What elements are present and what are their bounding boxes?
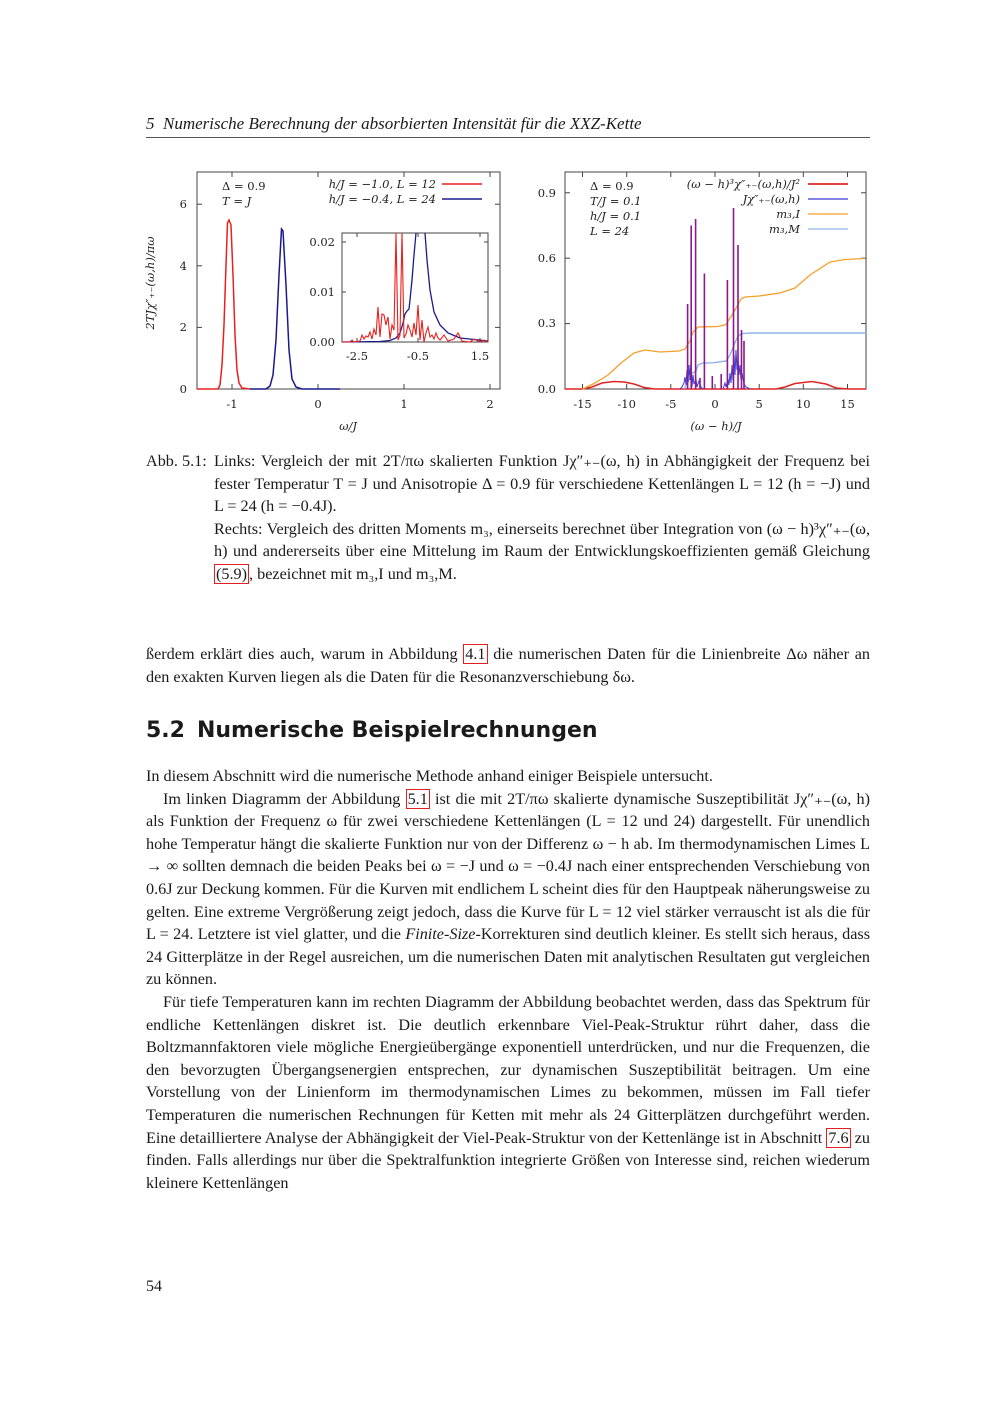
- svg-text:ω/J: ω/J: [339, 419, 357, 433]
- svg-text:6: 6: [179, 197, 187, 211]
- section-body: [146, 765, 870, 1194]
- page-number: 54: [146, 1278, 162, 1295]
- svg-text:m₃,I: m₃,I: [776, 207, 800, 221]
- figure-charts: [140, 165, 880, 445]
- figure-5-1: [140, 165, 880, 445]
- svg-text:5: 5: [755, 397, 763, 411]
- svg-text:4: 4: [179, 259, 187, 273]
- header-rule: [146, 137, 870, 138]
- caption-right: Rechts: Vergleich des dritten Moments m₃, einerseits berechnet über Integration von (ω − h)³χ″₊₋(ω, h) und andererseits über eine Mittelung im Raum der Entwicklungskoeffizienten gemäß Gleichung (5.9) , bezeichnet mit m₃,I und m₃,M.: [214, 519, 870, 583]
- svg-text:m₃,M: m₃,M: [769, 222, 800, 236]
- svg-text:-1: -1: [226, 397, 238, 411]
- svg-text:-15: -15: [573, 397, 592, 411]
- left-chart: [143, 172, 500, 433]
- svg-text:-2.5: -2.5: [345, 349, 369, 363]
- paragraph-left-diagram: Im linken Diagramm der Abbildung 5.1 ist die mit 2T/πω skalierte dynamische Suszeptibilität Jχ″₊₋(ω, h) als Funktion der Frequenz ω für zwei verschiedene Kettenlängen (L = 12 und 24) dargestellt. Für unendlich hohe Temperatur hängt die skalierte Funktion nur von der Differenz ω − h ab. Im thermodynamischen Limes L → ∞ sollten demnach die beiden Peaks bei ω = −J und ω = −0.4J nach einer entsprechenden Verschiebung von 0.6J zur Deckung kommen. Für die Kurven mit endlichem L scheint dies für den Hauptpeak näherungsweise zu gelten. Eine extreme Vergrößerung zeigt jedoch, dass die Kurve für L = 12 viel stärker verrauscht ist als die für L = 24. Letztere ist viel glatter, und die Finite-Size-Korrekturen sind deutlich kleiner. Es stellt sich heraus, dass 24 Gitterplätze in der Regel ausreichen, um die numerischen Daten mit analytischen Resultaten gut vergleichen zu können.: [146, 789, 871, 989]
- svg-text:T/J = 0.1: T/J = 0.1: [590, 194, 642, 208]
- svg-text:(ω − h)/J: (ω − h)/J: [690, 419, 742, 433]
- svg-text:-5: -5: [665, 397, 677, 411]
- svg-text:Δ = 0.9: Δ = 0.9: [590, 179, 634, 193]
- svg-text:1: 1: [400, 397, 408, 411]
- svg-text:2TJχ″₊₋(ω,h)/πω: 2TJχ″₊₋(ω,h)/πω: [143, 236, 157, 330]
- svg-text:15: 15: [840, 397, 855, 411]
- svg-text:h/J = 0.1: h/J = 0.1: [590, 209, 642, 223]
- svg-text:-10: -10: [617, 397, 636, 411]
- running-head: [146, 114, 870, 134]
- svg-text:T = J: T = J: [222, 194, 252, 208]
- paragraph-continuation: ßerdem erklärt dies auch, warum in Abbildung 4.1 die numerischen Daten für die Linienbreite Δω näher an den exakten Kurven liegen als die Daten für die Resonanzverschiebung δω.: [146, 645, 870, 686]
- svg-text:0.00: 0.00: [309, 335, 335, 349]
- section-ref-7-6[interactable]: 7.6: [828, 1128, 849, 1147]
- svg-text:2: 2: [486, 397, 494, 411]
- svg-text:0.02: 0.02: [309, 235, 335, 249]
- svg-text:h/J = −1.0, L = 12: h/J = −1.0, L = 12: [328, 177, 436, 191]
- chapter-number: 5: [146, 114, 155, 133]
- svg-text:0.3: 0.3: [537, 316, 556, 330]
- svg-text:0: 0: [314, 397, 322, 411]
- figure-ref-5-1[interactable]: 5.1: [407, 789, 428, 808]
- left-inset: [309, 233, 489, 363]
- figure-label: Abb. 5.1:: [146, 452, 207, 470]
- svg-text:L = 24: L = 24: [590, 224, 630, 238]
- svg-text:2: 2: [179, 320, 187, 334]
- paragraph-intro: In diesem Abschnitt wird die numerische Methode anhand einiger Beispiele untersucht.: [146, 767, 713, 785]
- svg-text:1.5: 1.5: [470, 349, 490, 363]
- svg-text:(ω − h)³χ″₊₋(ω,h)/J²: (ω − h)³χ″₊₋(ω,h)/J²: [686, 177, 800, 191]
- svg-text:0.6: 0.6: [537, 251, 556, 265]
- figure-caption: [146, 450, 870, 586]
- chapter-title: Numerische Berechnung der absorbierten Intensität für die XXZ-Kette: [163, 114, 642, 133]
- section-title: Numerische Beispielrechnungen: [196, 718, 598, 743]
- section-number: 5.2: [146, 718, 185, 743]
- svg-text:0.01: 0.01: [309, 285, 335, 299]
- svg-text:Δ = 0.9: Δ = 0.9: [222, 179, 266, 193]
- paragraph-right-diagram: Für tiefe Temperaturen kann im rechten Diagramm der Abbildung beobachtet werden, dass das Spektrum für endliche Kettenlängen diskret ist. Die deutlich erkennbare Viel-Peak-Struktur rührt daher, dass die Boltzmannfaktoren viele mögliche Energieübergänge exponentiell unterdrücken, und nur die Frequenzen, die den bevorzugten Übergangsenergien entsprechen, zur dynamischen Suszeptibilität beitragen. Um eine Vorstellung von der Linienform im thermodynamischen Limes zu bekommen, müssen im Fall tiefer Temperaturen die numerischen Rechnungen für Ketten mit mehr als 24 Gitterplätzen durchgeführt werden. Eine detailliertere Analyse der Abhängigkeit der Viel-Peak-Struktur von der Kettenlänge ist in Abschnitt 7.6 zu finden. Falls allerdings nur über die Spektralfunktion integrierte Größen von Interesse sind, reichen wiederum kleinere Kettenlängen: [146, 992, 870, 1192]
- svg-text:Jχ″₊₋(ω,h): Jχ″₊₋(ω,h): [742, 192, 800, 206]
- figure-ref-4-1[interactable]: 4.1: [465, 645, 486, 663]
- svg-text:-0.5: -0.5: [406, 349, 430, 363]
- svg-text:0.9: 0.9: [537, 186, 556, 200]
- equation-ref-5-9[interactable]: (5.9): [216, 564, 248, 583]
- svg-text:0: 0: [711, 397, 719, 411]
- caption-left: Links: Vergleich der mit 2T/πω skalierten Funktion Jχ″₊₋(ω, h) in Abhängigkeit der Frequenz bei fester Temperatur T = J und Anisotropie Δ = 0.9 für verschiedene Kettenlängen L = 12 (h = −J) und L = 24 (h = −0.4J).: [214, 452, 870, 516]
- right-chart: [538, 172, 866, 433]
- svg-text:h/J = −0.4, L = 24: h/J = −0.4, L = 24: [328, 192, 436, 206]
- section-heading: [146, 718, 598, 743]
- svg-text:10: 10: [795, 397, 811, 411]
- svg-text:0: 0: [179, 382, 187, 396]
- svg-text:0.0: 0.0: [537, 382, 556, 396]
